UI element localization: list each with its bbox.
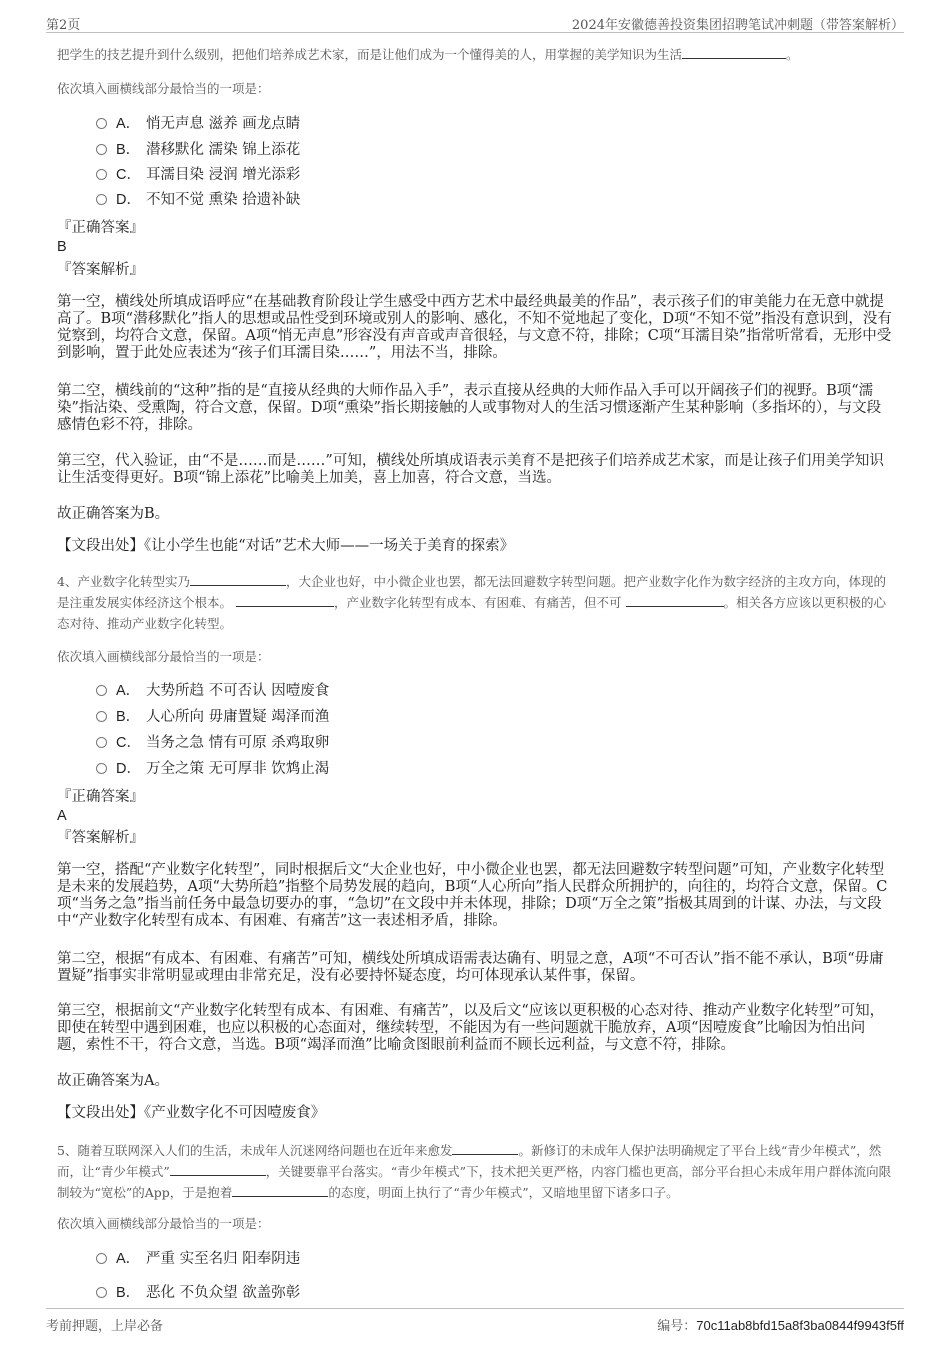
stem-text: 4、产业数字化转型实乃: [57, 574, 190, 589]
option-letter: C．: [116, 167, 141, 183]
analysis-label: 『答案解析』: [57, 262, 144, 278]
question-3-option-c[interactable]: [96, 166, 300, 184]
question-4-option-b[interactable]: [96, 708, 329, 726]
question-4-stem: [57, 571, 892, 634]
option-text: 悄无声息 滋养 画龙点睛: [146, 116, 301, 132]
document-code: [657, 1315, 904, 1334]
option-text: 耳濡目染 浸润 增光添彩: [146, 167, 301, 183]
option-text: 当务之急 情有可原 杀鸡取卵: [146, 735, 330, 751]
question-3-tail-end: 。: [786, 47, 799, 62]
radio-icon[interactable]: [96, 1253, 107, 1264]
footer-note: 考前押题，上岸必备: [46, 1319, 164, 1334]
radio-icon[interactable]: [96, 118, 107, 129]
option-text: 不知不觉 熏染 拾遗补缺: [146, 192, 301, 208]
answer-blank: [236, 594, 334, 607]
analysis-paragraph: 第二空，根据“有成本、有困难、有痛苦”可知，横线处所填成语需表达确有、明显之意，A项“不可否认”指不能不承认，B项“毋庸置疑”指事实非常明显或理由非常充足，没有必要持怀疑态度，均可体现承认某件事，保留。: [57, 951, 884, 984]
answer-blank: [170, 1163, 266, 1176]
page-header: [46, 10, 904, 33]
stem-text: 5、随着互联网深入人们的生活，未成年人沉迷网络问题也在近年来愈发: [57, 1143, 453, 1158]
option-letter: A．: [116, 116, 141, 132]
question-3-prompt: 依次填入画横线部分最恰当的一项是：: [57, 81, 270, 96]
stem-text: 。相关各方应该以更积极的心态对待、推动产业数字化转型。: [57, 595, 887, 631]
question-3-option-d[interactable]: [96, 191, 300, 209]
answer-blank: [190, 573, 286, 586]
stem-text: ，关键要靠平台落实。“青少年模式”下，技术把关更严格，内容门槛也更高，部分平台担心未成年用户群体流向限制较为“宽松”的App，于是抱着: [57, 1164, 892, 1200]
stem-text: ，产业数字化转型有成本、有困难、有痛苦，但不可: [334, 595, 622, 610]
stem-text: 的态度，明面上执行了“青少年模式”，又暗地里留下诸多口子。: [328, 1185, 679, 1200]
answer-blank: [626, 594, 724, 607]
analysis-paragraph: 第三空，根据前文“产业数字化转型有成本、有困难、有痛苦”，以及后文“应该以更积极的心态对待、推动产业数字化转型”可知，即使在转型中遇到困难，也应以积极的心态面对，继续转型，不能因为有一些问题就干脆放弃，A项“因噎废食”比喻因为怕出问题，索性不干，符合文意，当选。B项“竭泽而渔”比喻贪图眼前利益而不顾长远利益，与文意不符，排除。: [57, 1003, 885, 1053]
analysis-conclusion: 故正确答案为B。: [57, 506, 170, 522]
question-4-option-a[interactable]: [96, 682, 329, 700]
analysis-paragraph: 第二空，横线前的“这种”指的是“直接从经典的大师作品入手”，表示直接从经典的大师作品入手可以开阔孩子们的视野。B项“濡染”指沾染、受熏陶，符合文意，保留。D项“熏染”指长期接触的人或事物对人的生活习惯逐渐产生某种影响（多指坏的），与文段感情色彩不符，排除。: [57, 383, 882, 433]
correct-answer: A: [57, 808, 67, 824]
analysis-paragraph: 第一空，横线处所填成语呼应“在基础教育阶段让学生感受中西方艺术中最经典最美的作品”，表示孩子们的审美能力在无意中就提高了。B项“潜移默化”指人的思想或品性受到环境或别人的影响、感化，不知不觉地起了变化，D项“不知不觉”指没有意识到，没有觉察到，均符合文意，保留。A项“悄无声息”形容没有声音或声音很轻，与文意不符，排除；C项“耳濡目染”指常听常看，无形中受到影响，置于此处应表述为“孩子们耳濡目染……”，用法不当，排除。: [57, 294, 892, 361]
option-letter: B．: [116, 1285, 141, 1301]
stem-text: ，大企业也好，中小微企业也罢，都无法回避数字转型问题。把产业数字化作为数字经济的主攻方向，体现的是注重发展实体经济这个根本。: [57, 574, 886, 610]
radio-icon[interactable]: [96, 763, 107, 774]
radio-icon[interactable]: [96, 194, 107, 205]
analysis-label: 『答案解析』: [57, 830, 144, 846]
question-4-prompt: 依次填入画横线部分最恰当的一项是：: [57, 649, 270, 664]
answer-blank: [232, 1184, 328, 1197]
question-4-option-d[interactable]: [96, 760, 329, 778]
question-4-option-c[interactable]: [96, 734, 329, 752]
code-label: 编号：: [657, 1319, 697, 1334]
option-letter: B．: [116, 142, 141, 158]
code-value: 70c11ab8bfd15a8f3ba0844f9943f5ff: [696, 1318, 904, 1333]
analysis-paragraph: 第三空，代入验证，由“不是……而是……”可知，横线处所填成语表示美育不是把孩子们培养成艺术家，而是让孩子们用美学知识让生活变得更好。B项“锦上添花”比喻美上加美，喜上加喜，符合文意，当选。: [57, 453, 884, 486]
analysis-conclusion: 故正确答案为A。: [57, 1073, 169, 1089]
analysis-paragraph: 第一空，搭配“产业数字化转型”，同时根据后文“大企业也好，中小微企业也罢，都无法回避数字转型问题”可知，产业数字化转型是未来的发展趋势，A项“大势所趋”指整个局势发展的趋向，B项“人心所向”指人民群众所拥护的，向往的，均符合文意，保留。C项“当务之急”指当前任务中最急切要办的事，“急切”在文段中并未体现，排除；D项“万全之策”指极其周到的计谋、办法，与文段中“产业数字化转型有成本、有困难、有痛苦”这一表述相矛盾，排除。: [57, 862, 888, 929]
source-citation: 【文段出处】《让小学生也能“对话”艺术大师——一场关于美育的探索》: [57, 538, 515, 554]
option-letter: C．: [116, 735, 141, 751]
question-3-option-a[interactable]: [96, 115, 300, 133]
answer-label: 『正确答案』: [57, 789, 144, 805]
radio-icon[interactable]: [96, 737, 107, 748]
option-text: 潜移默化 濡染 锦上添花: [146, 142, 301, 158]
option-letter: D．: [116, 192, 141, 208]
option-text: 万全之策 无可厚非 饮鸩止渴: [146, 761, 330, 777]
question-5-stem: [57, 1140, 892, 1203]
option-letter: D．: [116, 761, 141, 777]
option-text: 大势所趋 不可否认 因噎废食: [146, 683, 330, 699]
answer-blank: [452, 1142, 518, 1155]
answer-blank: [682, 46, 786, 59]
option-letter: B．: [116, 709, 141, 725]
answer-label: 『正确答案』: [57, 220, 144, 236]
radio-icon[interactable]: [96, 685, 107, 696]
question-3-option-b[interactable]: [96, 141, 300, 159]
option-text: 人心所向 毋庸置疑 竭泽而渔: [146, 709, 330, 725]
question-5-option-b[interactable]: [96, 1284, 300, 1302]
radio-icon[interactable]: [96, 169, 107, 180]
correct-answer: B: [57, 239, 67, 255]
stem-text: 。新修订的未成年人保护法明确规定了平台上线“青少年模式”，然而，让“青少年模式”: [57, 1143, 882, 1179]
radio-icon[interactable]: [96, 1287, 107, 1298]
question-5-prompt: 依次填入画横线部分最恰当的一项是：: [57, 1216, 270, 1231]
page-number: 第2页: [46, 18, 81, 33]
option-letter: A．: [116, 1251, 141, 1267]
radio-icon[interactable]: [96, 144, 107, 155]
option-text: 严重 实至名归 阳奉阴违: [146, 1251, 301, 1267]
question-3-tail-text: 把学生的技艺提升到什么级别，把他们培养成艺术家，而是让他们成为一个懂得美的人，用掌握的美学知识为生活: [57, 47, 683, 62]
radio-icon[interactable]: [96, 711, 107, 722]
page-footer: [46, 1308, 904, 1339]
option-letter: A．: [116, 683, 141, 699]
source-citation: 【文段出处】《产业数字化不可因噎废食》: [57, 1105, 326, 1121]
option-text: 恶化 不负众望 欲盖弥彰: [146, 1285, 301, 1301]
question-5-option-a[interactable]: [96, 1250, 300, 1268]
question-3-tail: [57, 44, 892, 65]
document-title: 2024年安徽德善投资集团招聘笔试冲刺题（带答案解析）: [571, 18, 904, 33]
